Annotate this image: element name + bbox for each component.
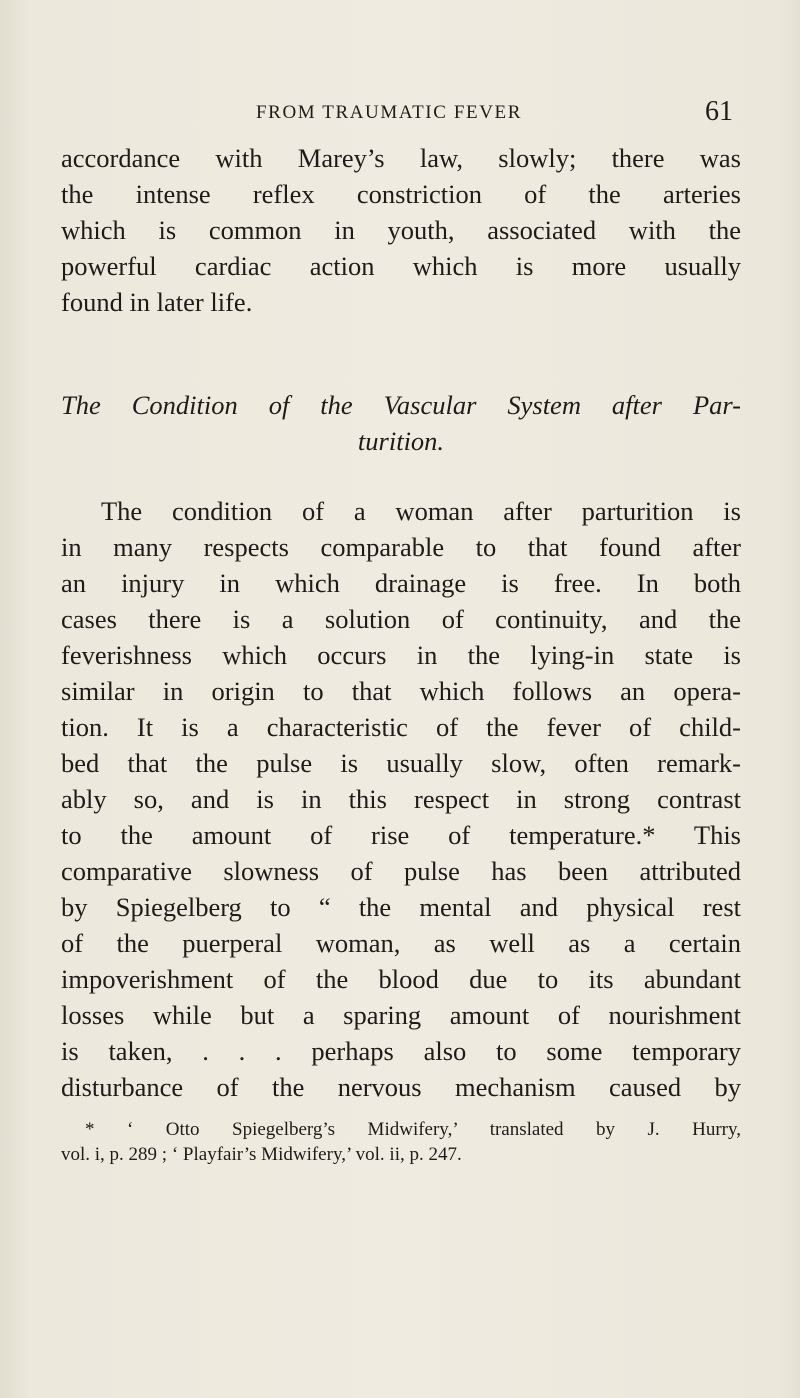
text-line: by Spiegelberg to “ the mental and physical rest xyxy=(61,892,741,922)
text-line: found in later life. xyxy=(61,287,253,317)
text-line: an injury in which drainage is free. In both xyxy=(61,568,741,598)
footnote-line: * ‘ Otto Spiegelberg’s Midwifery,’ translated by J. Hurry, xyxy=(85,1119,741,1140)
text-line: impoverishment of the blood due to its abundant xyxy=(61,964,741,994)
text-line: comparative slowness of pulse has been attributed xyxy=(61,856,741,886)
text-line: powerful cardiac action which is more usually xyxy=(61,251,741,281)
text-line: similar in origin to that which follows an opera- xyxy=(61,676,741,706)
text-line: which is common in youth, associated with the xyxy=(61,215,741,245)
section-heading-line: The Condition of the Vascular System after Par- xyxy=(61,390,741,420)
page-number: 61 xyxy=(705,96,733,127)
text-line: losses while but a sparing amount of nourishment xyxy=(61,1000,741,1030)
footnote-line: vol. i, p. 289 ; ‘ Playfair’s Midwifery,’ vol. ii, p. 247. xyxy=(61,1144,462,1165)
text-line: to the amount of rise of temperature.* This xyxy=(61,820,741,850)
text-line: ably so, and is in this respect in strong contrast xyxy=(61,784,741,814)
running-header xyxy=(0,96,800,132)
text-line: accordance with Marey’s law, slowly; there was xyxy=(61,143,741,173)
text-line: is taken, . . . perhaps also to some temporary xyxy=(61,1036,741,1066)
text-line: cases there is a solution of continuity, and the xyxy=(61,604,741,634)
section-heading-line: turition. xyxy=(357,426,445,456)
text-line: feverishness which occurs in the lying-in state is xyxy=(61,640,741,670)
text-line: disturbance of the nervous mechanism caused by xyxy=(61,1072,741,1102)
text-line: bed that the pulse is usually slow, often remark- xyxy=(61,748,741,778)
running-header-title: FROM TRAUMATIC FEVER xyxy=(256,102,523,123)
text-line: of the puerperal woman, as well as a certain xyxy=(61,928,741,958)
text-line: in many respects comparable to that found after xyxy=(61,532,741,562)
text-line: The condition of a woman after parturition is xyxy=(101,496,741,526)
text-line: tion. It is a characteristic of the fever of child- xyxy=(61,712,741,742)
text-line: the intense reflex constriction of the arteries xyxy=(61,179,741,209)
